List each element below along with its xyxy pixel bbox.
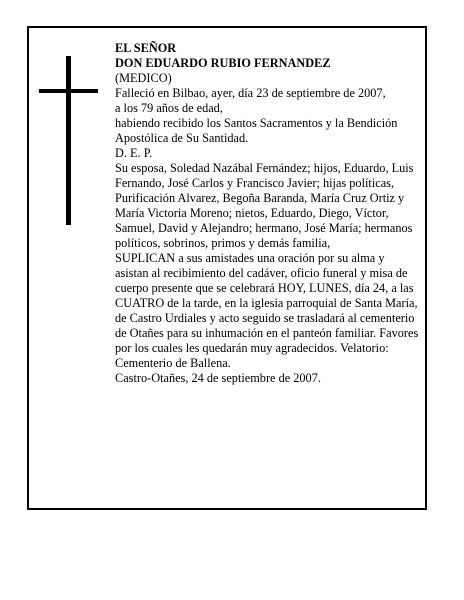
- deceased-profession: (MEDICO): [115, 71, 172, 85]
- notice-text: [115, 41, 420, 386]
- obituary-notice: [27, 26, 427, 510]
- notice-title: EL SEÑOR: [115, 41, 177, 55]
- sacraments-paragraph: habiendo recibido los Santos Sacramentos y la Bendición Apostólica de Su Santidad.: [115, 116, 398, 145]
- rip-label: D. E. P.: [115, 146, 153, 160]
- funeral-request-paragraph: SUPLICAN a sus amistades una oración por su alma y asistan al recibimiento del cadáver, oficio funeral y misa de cuerpo presente que se celebrará HOY, LUNES, día 24, a las CUATRO de la tarde, en la iglesia parroquial de Santa María, de Castro Urdiales y acto seguido se trasladará al cementerio de Otañes para su inhumación en el panteón familiar. Favores por los cuales les quedarán muy agradecidos. Velatorio: Cementerio de Ballena.: [115, 251, 419, 370]
- cross-horizontal-bar: [39, 89, 98, 93]
- place-date: Castro-Otañes, 24 de septiembre de 2007.: [115, 371, 321, 385]
- deceased-name: DON EDUARDO RUBIO FERNANDEZ: [115, 56, 331, 70]
- family-paragraph: Su esposa, Soledad Nazábal Fernández; hijos, Eduardo, Luis Fernando, José Carlos y Francisco Javier; hijas políticas, Purificación Alvarez, Begoña Baranda, María Cruz Ortiz y María Victoria Moreno; nietos, Eduardo, Diego, Víctor, Samuel, David y Alejandro; hermano, José María; hermanos políticos, sobrinos, primos y demás familia,: [115, 161, 414, 250]
- cross-vertical-bar: [66, 56, 71, 225]
- death-announcement: Falleció en Bilbao, ayer, día 23 de septiembre de 2007,: [115, 86, 386, 100]
- age-at-death: a los 79 años de edad,: [115, 101, 223, 115]
